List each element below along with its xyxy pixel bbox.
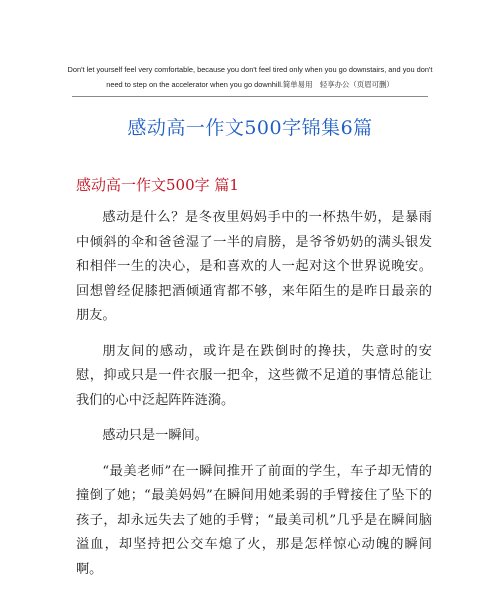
section-heading: 感动高一作文500字 篇1	[76, 176, 239, 194]
document-title: 感动高一作文500字锦集6篇	[127, 117, 373, 139]
paragraph: “最美老师”在一瞬间推开了前面的学生，车子却无情的撞倒了她；“最美妈妈”在瞬间用她柔弱的手臂接住了坠下的孩子，却永远失去了她的手臂；“最美司机”几乎是在瞬间脑溢血，却坚持把公交车熄了火，那是怎样惊心动魄的瞬间啊。	[76, 463, 432, 577]
header-line-1: Don't let yourself feel very comfortable, because you don't feel tired only when you go downstairs, and you don't	[67, 65, 433, 74]
paragraph: 朋友间的感动，或许是在跌倒时的搀扶，失意时的安慰，抑或只是一件衣服一把伞，这些微不足道的事情总能让我们的心中泛起阵阵涟漪。	[76, 343, 432, 408]
paragraph: 感动只是一瞬间。	[102, 428, 208, 443]
header-line-2: need to step on the accelerator when you go downhill.简单易用 轻享办公（页眉可删）	[106, 80, 394, 89]
page-header	[60, 62, 440, 92]
paragraph: 感动是什么？是冬夜里妈妈手中的一杯热牛奶，是暴雨中倾斜的伞和爸爸湿了一半的肩膀，是爷爷奶奶的满头银发和相伴一生的决心，是和喜欢的人一起对这个世界说晚安。 回想曾经促膝把酒倾通宵都不够，来年陌生的是昨日最亲的朋友。	[76, 210, 432, 323]
body-text	[76, 206, 432, 593]
header-divider	[72, 96, 428, 97]
